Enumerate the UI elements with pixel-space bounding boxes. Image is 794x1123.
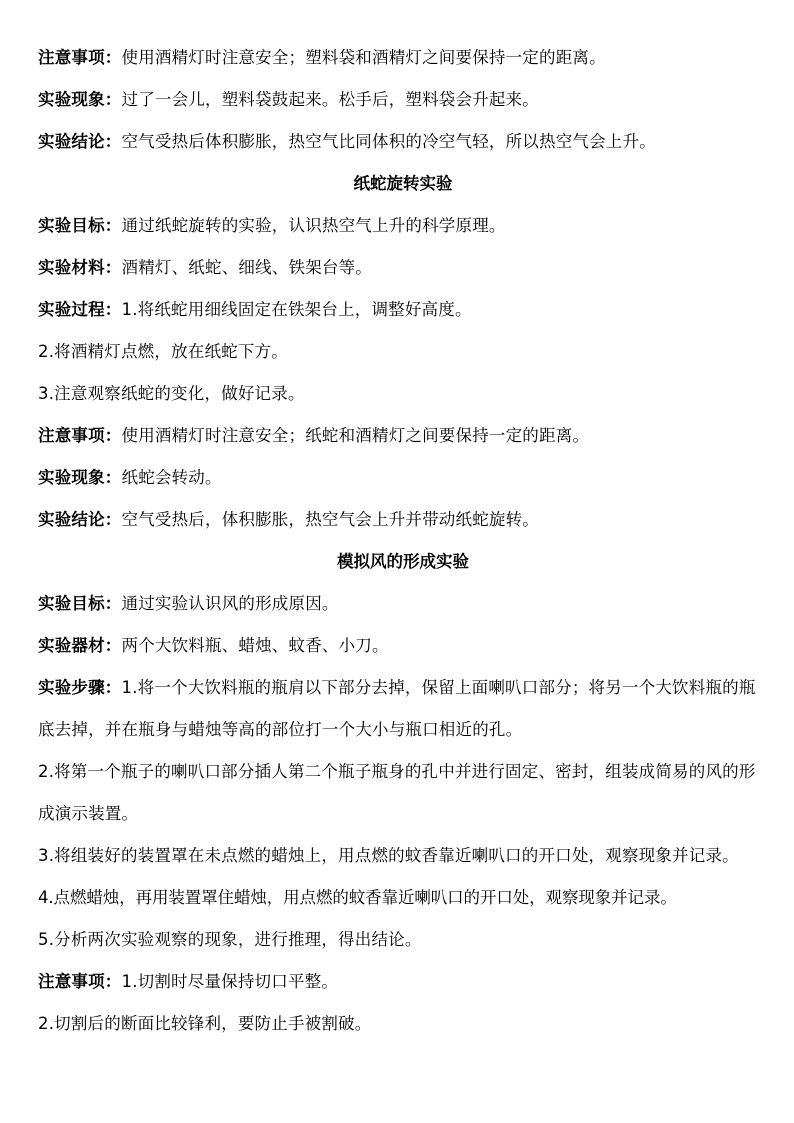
label: 实验过程： [38, 300, 122, 319]
label: 实验现象： [38, 90, 122, 109]
paragraph-step-4 [38, 884, 768, 912]
text: 4.点燃蜡烛，再用装置罩住蜡烛，用点燃的蚊香靠近喇叭口的开口处，观察现象并记录。 [38, 888, 677, 907]
text: 2.切割后的断面比较锋利，要防止手被割破。 [38, 1014, 372, 1033]
text: 酒精灯、纸蛇、细线、铁架台等。 [121, 258, 372, 277]
paragraph-step-2 [38, 751, 768, 835]
paragraph-goal-3 [38, 590, 768, 618]
text: 2.将第一个瓶子的喇叭口部分插人第二个瓶子瓶身的孔中并进行固定、密封，组装成简易的风的形成演示装置。 [38, 762, 756, 823]
paragraph-precaution-2 [38, 1010, 768, 1038]
label: 实验目标： [38, 216, 122, 235]
paragraph-step-5 [38, 926, 768, 954]
paragraph-phenomenon-2 [38, 464, 768, 492]
text: 通过纸蛇旋转的实验，认识热空气上升的科学原理。 [121, 216, 506, 235]
text: 2.将酒精灯点燃，放在纸蛇下方。 [38, 342, 288, 361]
paragraph-phenomenon-1 [38, 86, 768, 114]
section-title-wind-formation: 模拟风的形成实验 [337, 552, 469, 571]
text: 3.注意观察纸蛇的变化，做好记录。 [38, 384, 305, 403]
label: 注意事项： [38, 48, 122, 67]
text: 5.分析两次实验观察的现象，进行推理，得出结论。 [38, 930, 422, 949]
text: 3.将组装好的装置罩在未点燃的蜡烛上，用点燃的蚊香靠近喇叭口的开口处，观察现象并记录。 [38, 846, 739, 865]
label: 注意事项： [38, 972, 122, 991]
paragraph-goal-2 [38, 212, 768, 240]
label: 实验器材： [38, 636, 122, 655]
label: 实验材料： [38, 258, 122, 277]
paragraph-conclusion-2 [38, 506, 768, 534]
label: 实验结论： [38, 132, 122, 151]
text: 1.切割时尽量保持切口平整。 [121, 972, 339, 991]
paragraph-steps-3 [38, 667, 768, 751]
paragraph-precautions-3 [38, 968, 768, 996]
text: 两个大饮料瓶、蜡烛、蚊香、小刀。 [121, 636, 389, 655]
text: 1.将纸蛇用细线固定在铁架台上，调整好高度。 [121, 300, 472, 319]
text: 纸蛇会转动。 [121, 468, 222, 487]
text: 空气受热后，体积膨胀，热空气会上升并带动纸蛇旋转。 [121, 510, 539, 529]
paragraph-process-2 [38, 296, 768, 324]
label: 实验步骤： [38, 678, 122, 697]
paragraph-precautions-2 [38, 422, 768, 450]
document-page [38, 44, 768, 1052]
label: 实验现象： [38, 468, 122, 487]
text: 使用酒精灯时注意安全；纸蛇和酒精灯之间要保持一定的距离。 [121, 426, 590, 445]
paragraph-conclusion-1 [38, 128, 768, 156]
text: 通过实验认识风的形成原因。 [121, 594, 339, 613]
paragraph-step-3 [38, 835, 768, 877]
paragraph-materials-2 [38, 254, 768, 282]
text: 空气受热后体积膨胀，热空气比同体积的冷空气轻，所以热空气会上升。 [121, 132, 656, 151]
label: 实验结论： [38, 510, 122, 529]
label: 注意事项： [38, 426, 122, 445]
section-title-paper-snake: 纸蛇旋转实验 [353, 174, 453, 193]
paragraph-precautions-1 [38, 44, 768, 72]
paragraph-equipment-3 [38, 632, 768, 660]
label: 实验目标： [38, 594, 122, 613]
paragraph-process-step-3 [38, 380, 768, 408]
paragraph-process-step-2 [38, 338, 768, 366]
text: 1.将一个大饮料瓶的瓶肩以下部分去掉，保留上面喇叭口部分；将另一个大饮料瓶的瓶底去掉，并在瓶身与蜡烛等高的部位打一个大小与瓶口相近的孔。 [38, 678, 756, 739]
text: 过了一会儿，塑料袋鼓起来。松手后，塑料袋会升起来。 [121, 90, 539, 109]
text: 使用酒精灯时注意安全；塑料袋和酒精灯之间要保持一定的距离。 [121, 48, 606, 67]
